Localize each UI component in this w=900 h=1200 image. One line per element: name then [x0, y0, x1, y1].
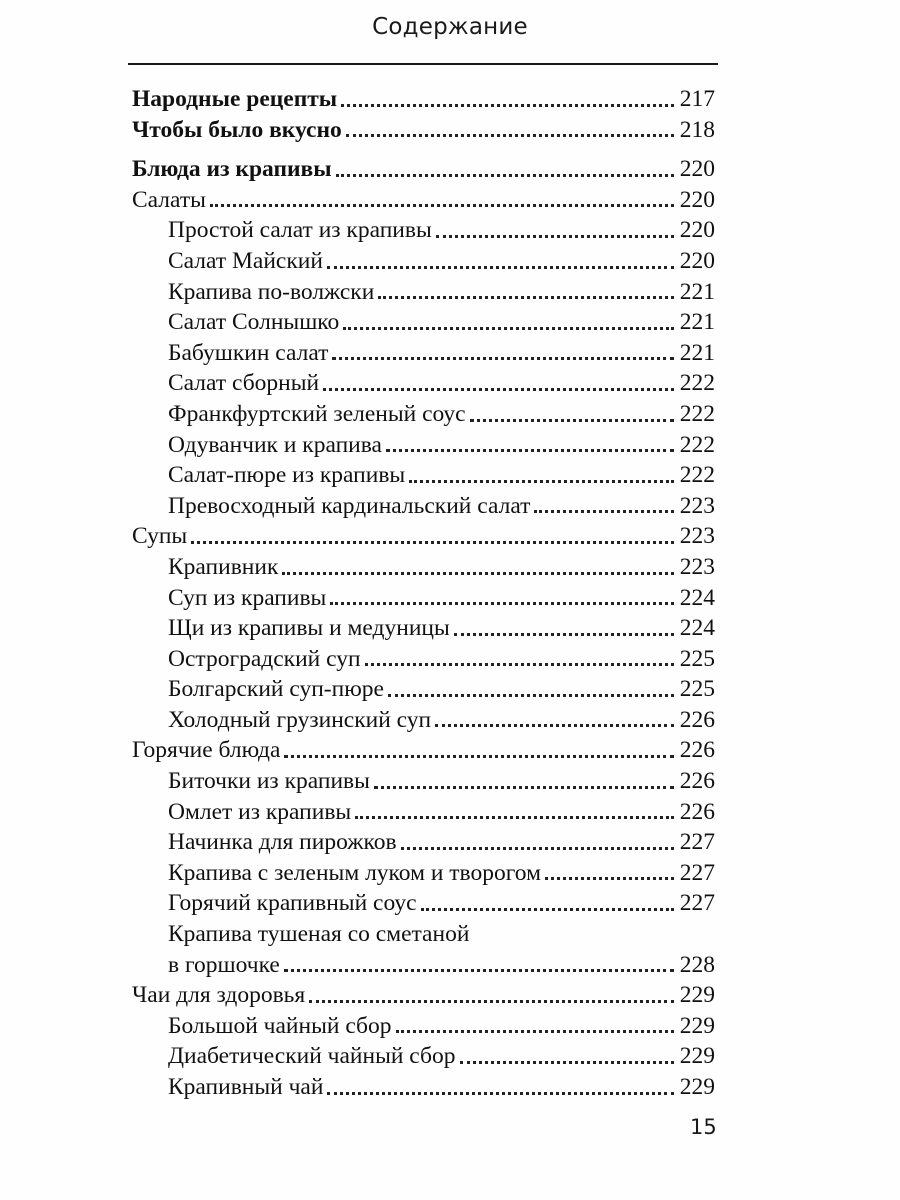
toc-entry-page: 223	[679, 523, 715, 550]
toc-entry-title-line1: Крапива тушеная со сметаной	[168, 921, 470, 948]
toc-entry-title: Салаты	[132, 186, 206, 213]
toc-entry	[132, 552, 715, 583]
toc-entry-title: Остроградский суп	[168, 645, 361, 672]
dot-leader	[284, 969, 674, 972]
toc-entry-title: Суп из крапивы	[168, 584, 327, 611]
toc-entry	[132, 583, 715, 614]
toc-entry-title: Крапива по-волжски	[168, 278, 375, 305]
dot-leader	[309, 1000, 674, 1003]
toc-entry-title: Крапива с зеленым луком и творогом	[168, 859, 541, 886]
toc-entry	[132, 338, 715, 369]
toc-entry-page: 227	[679, 859, 715, 886]
dot-leader	[330, 602, 673, 605]
toc-entry-title: Чаи для здоровья	[132, 982, 306, 1009]
toc-entry-page: 226	[679, 706, 715, 733]
toc-entry-page: 224	[679, 584, 715, 611]
toc-entry	[132, 797, 715, 828]
dot-leader	[409, 480, 674, 483]
toc-entry-page: 229	[679, 1012, 715, 1039]
toc-entry-title: Биточки из крапивы	[168, 768, 370, 795]
toc-entry-title-line2-row	[168, 950, 715, 981]
toc-entry-page: 221	[679, 309, 715, 336]
toc-entry-page: 222	[679, 462, 715, 489]
toc-entry-page: 220	[679, 217, 715, 244]
toc-entry-title: Франкфуртский зеленый соус	[168, 400, 466, 427]
dot-leader	[327, 1092, 673, 1095]
toc-entry-page: 227	[679, 890, 715, 917]
toc-entry	[132, 1011, 715, 1042]
dot-leader	[332, 357, 673, 360]
dot-leader	[386, 449, 674, 452]
toc-entry-title: Начинка для пирожков	[168, 829, 397, 856]
dot-leader	[534, 510, 673, 513]
toc-entry-page: 220	[679, 156, 715, 183]
toc-entry	[132, 430, 715, 461]
toc-entry-title: в горшочке	[168, 951, 280, 978]
toc-entry-title: Салат-пюре из крапивы	[168, 462, 406, 489]
toc-entry	[132, 674, 715, 705]
toc-entry	[132, 246, 715, 277]
toc-entry	[132, 919, 715, 980]
toc-entry-title: Салат сборный	[168, 370, 320, 397]
toc-entry	[132, 735, 715, 766]
dot-leader	[346, 134, 674, 137]
dot-leader	[282, 572, 673, 575]
dot-leader	[355, 816, 674, 819]
dot-leader	[454, 633, 674, 636]
dot-leader	[284, 755, 673, 758]
dot-leader	[388, 694, 674, 697]
toc-entry-title: Холодный грузинский суп	[168, 706, 432, 733]
toc-entry	[132, 888, 715, 919]
dot-leader	[436, 235, 674, 238]
toc-entry-title: Простой салат из крапивы	[168, 217, 432, 244]
dot-leader	[191, 541, 674, 544]
toc-entry-title: Щи из крапивы и медуницы	[168, 615, 450, 642]
toc-entry-title: Бабушкин салат	[168, 339, 329, 366]
dot-leader	[435, 724, 674, 727]
dot-leader	[210, 204, 674, 207]
page-number: 15	[690, 1115, 717, 1139]
toc-entry	[132, 460, 715, 491]
toc-entry-title: Превосходный кардинальский салат	[168, 492, 531, 519]
toc-entry-page: 221	[679, 339, 715, 366]
toc-entry	[132, 705, 715, 736]
toc-entry-page: 220	[679, 247, 715, 274]
toc-entry-page: 222	[679, 370, 715, 397]
toc-entry-page: 224	[679, 615, 715, 642]
dot-leader	[470, 419, 674, 422]
toc-entry	[132, 84, 715, 115]
toc-entry-title: Чтобы было вкусно	[132, 116, 342, 143]
toc-entry-title: Салат Майский	[168, 247, 323, 274]
toc-entry	[132, 307, 715, 338]
toc-entry-page: 217	[679, 86, 715, 112]
toc-entry-page: 229	[679, 1043, 715, 1070]
dot-leader	[460, 1061, 674, 1064]
toc-entry	[132, 154, 715, 185]
toc-entry-title: Крапивный чай	[168, 1074, 324, 1100]
toc-entry-title: Омлет из крапивы	[168, 798, 352, 825]
toc-entry-page: 220	[679, 186, 715, 213]
dot-leader	[327, 266, 674, 269]
toc-entry-title: Горячий крапивный соус	[168, 890, 417, 917]
toc-entry	[132, 980, 715, 1011]
toc-entry	[132, 613, 715, 644]
toc-entry-title: Салат Солнышко	[168, 309, 340, 336]
toc-entry-title: Одуванчик и крапива	[168, 431, 382, 458]
toc-entry	[132, 399, 715, 430]
dot-leader	[396, 1030, 674, 1033]
toc-entry-page: 222	[679, 431, 715, 458]
toc-entry-title: Народные рецепты	[132, 86, 338, 112]
toc-entry-page: 229	[679, 982, 715, 1009]
dot-leader	[365, 663, 674, 666]
toc-entry	[132, 491, 715, 522]
toc-entry-title: Диабетический чайный сбор	[168, 1043, 456, 1070]
toc-entry-page: 229	[679, 1074, 715, 1100]
toc-entry-page: 225	[679, 645, 715, 672]
dot-leader	[378, 296, 673, 299]
toc-entry	[132, 277, 715, 308]
toc-entry-page: 226	[679, 768, 715, 795]
dot-leader	[374, 786, 674, 789]
dot-leader	[343, 327, 673, 330]
toc-entry-title: Горячие блюда	[132, 737, 281, 764]
toc-entry	[132, 766, 715, 797]
toc-entry	[132, 521, 715, 552]
toc-entry-title: Большой чайный сбор	[168, 1012, 392, 1039]
toc-entry-page: 226	[679, 737, 715, 764]
toc-entry-page: 227	[679, 829, 715, 856]
toc-entry	[132, 644, 715, 675]
toc-entry-title: Блюда из крапивы	[132, 156, 332, 183]
toc-entry	[132, 368, 715, 399]
table-of-contents	[132, 84, 715, 1103]
dot-leader	[336, 174, 674, 177]
running-title: Содержание	[372, 14, 528, 40]
toc-entry-page: 223	[679, 553, 715, 580]
toc-entry	[132, 1072, 715, 1103]
toc-entry	[132, 827, 715, 858]
toc-entry	[132, 115, 715, 146]
header-rule	[128, 63, 718, 65]
toc-entry-page: 226	[679, 798, 715, 825]
dot-leader	[323, 388, 674, 391]
toc-entry	[132, 215, 715, 246]
toc-entry-title: Крапивник	[168, 553, 279, 580]
toc-entry	[132, 1041, 715, 1072]
toc-entry	[132, 185, 715, 216]
toc-entry-page: 223	[679, 492, 715, 519]
toc-entry-page: 222	[679, 400, 715, 427]
toc-entry-page: 218	[679, 116, 715, 143]
dot-leader	[545, 877, 674, 880]
dot-leader	[341, 104, 674, 107]
toc-entry-page: 225	[679, 676, 715, 703]
toc-entry-title: Супы	[132, 523, 188, 550]
toc-entry-page: 228	[679, 951, 715, 978]
toc-entry-page: 221	[679, 278, 715, 305]
toc-entry-title: Болгарский суп-пюре	[168, 676, 384, 703]
toc-entry	[132, 858, 715, 889]
dot-leader	[401, 847, 674, 850]
dot-leader	[421, 908, 674, 911]
